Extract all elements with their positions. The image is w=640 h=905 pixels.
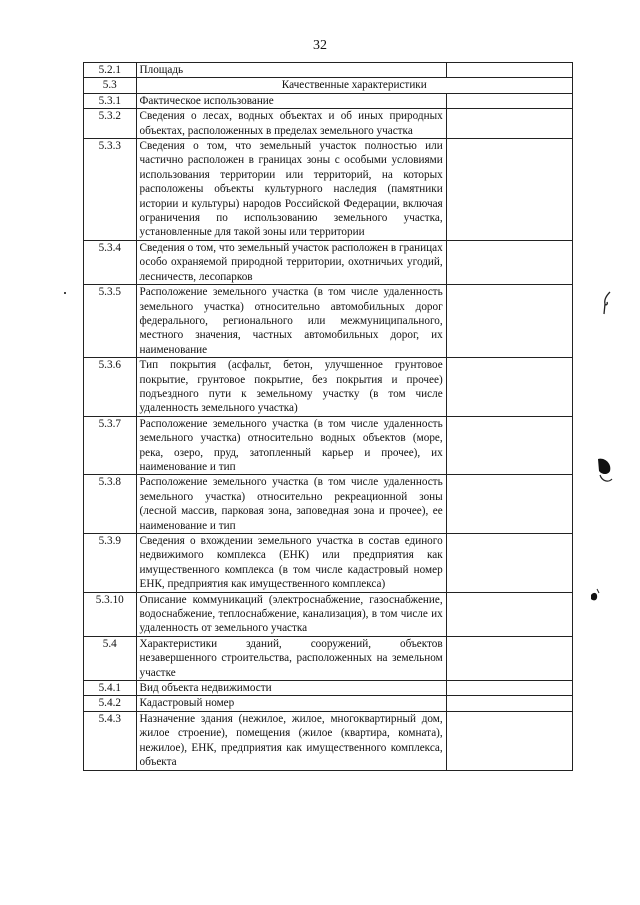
pen-mark-icon: [600, 290, 614, 316]
ink-blot-icon: [588, 585, 604, 607]
row-description: Описание коммуникаций (электроснабжение, газоснабжение, водоснабжение, теплоснабжение, канализация), в том числе их удаленность от земельного участка: [136, 592, 446, 636]
row-value-cell: [446, 711, 572, 770]
table-row: [84, 358, 573, 417]
row-value-cell: [446, 696, 572, 711]
row-value-cell: [446, 93, 572, 108]
table-row: [84, 93, 573, 108]
row-value-cell: [446, 475, 572, 534]
row-value-cell: [446, 358, 572, 417]
table-row: [84, 285, 573, 358]
table-row: [84, 240, 573, 284]
row-description: Сведения о вхождении земельного участка в состав единого недвижимого комплекса (ЕНК) или предприятия как имущественного комплекса (в том числе кадастровый номер ЕНК, предприятия как имущественного комплекса): [136, 534, 446, 593]
row-number: 5.3: [84, 78, 137, 93]
row-description: Тип покрытия (асфальт, бетон, улучшенное грунтовое покрытие, грунтовое покрытие, без покрытия и прочее) подъездного пути к земельному участку (в том числе удаленность земельного участка): [136, 358, 446, 417]
table-row: [84, 63, 573, 78]
row-number: 5.4.2: [84, 696, 137, 711]
table-row: [84, 416, 573, 475]
row-description: Сведения о лесах, водных объектах и об иных природных объектах, расположенных в пределах земельного участка: [136, 109, 446, 139]
row-value-cell: [446, 240, 572, 284]
table-section-row: [84, 78, 573, 93]
characteristics-table: [83, 62, 573, 771]
row-description: Кадастровый номер: [136, 696, 446, 711]
row-number: 5.3.6: [84, 358, 137, 417]
row-number: 5.3.8: [84, 475, 137, 534]
table-row: [84, 109, 573, 139]
row-number: 5.4: [84, 636, 137, 680]
row-description: Сведения о том, что земельный участок полностью или частично расположен в границах зоны с особыми условиями использования территории или территорий, на которых расположены объекты культурного наследия (памятники истории и культуры) народов Российской Федерации, включая ограничения по использованию земельного участка, установленные для такой зоны или территории: [136, 139, 446, 241]
row-description: Площадь: [136, 63, 446, 78]
row-value-cell: [446, 63, 572, 78]
table-row: [84, 681, 573, 696]
section-heading: Качественные характеристики: [136, 78, 572, 93]
table-row: [84, 475, 573, 534]
row-value-cell: [446, 636, 572, 680]
table-row: [84, 592, 573, 636]
row-description: Вид объекта недвижимости: [136, 681, 446, 696]
row-number: 5.3.3: [84, 139, 137, 241]
row-number: 5.3.1: [84, 93, 137, 108]
row-value-cell: [446, 681, 572, 696]
row-number: 5.4.1: [84, 681, 137, 696]
row-description: Расположение земельного участка (в том числе удаленность земельного участка) относительно рекреационной зоны (лесной массив, парковая зона, заповедная зона и прочее), ее наименование и тип: [136, 475, 446, 534]
row-description: Сведения о том, что земельный участок расположен в границах особо охраняемой природной территории, охотничьих угодий, лесничеств, лесопарков: [136, 240, 446, 284]
row-description: Расположение земельного участка (в том числе удаленность земельного участка) относительно автомобильных дорог федерального, регионального или межмуниципального, местного значения, частных автомобильных дорог, их наименование: [136, 285, 446, 358]
row-value-cell: [446, 592, 572, 636]
row-number: 5.2.1: [84, 63, 137, 78]
row-number: 5.3.9: [84, 534, 137, 593]
table-row: [84, 534, 573, 593]
row-number: 5.3.7: [84, 416, 137, 475]
ink-blot-icon: [594, 455, 616, 485]
row-value-cell: [446, 285, 572, 358]
row-value-cell: [446, 139, 572, 241]
row-number: 5.3.10: [84, 592, 137, 636]
row-number: 5.3.2: [84, 109, 137, 139]
table-row: [84, 636, 573, 680]
table-row: [84, 696, 573, 711]
row-value-cell: [446, 534, 572, 593]
row-description: Характеристики зданий, сооружений, объектов незавершенного строительства, расположенных на земельном участке: [136, 636, 446, 680]
table-row: [84, 139, 573, 241]
page-number: 32: [313, 38, 327, 53]
row-description: Фактическое использование: [136, 93, 446, 108]
row-number: 5.4.3: [84, 711, 137, 770]
row-description: Расположение земельного участка (в том числе удаленность земельного участка) относительно водных объектов (море, река, озеро, пруд, затопленный карьер и прочее), их наименование и тип: [136, 416, 446, 475]
row-value-cell: [446, 416, 572, 475]
row-number: 5.3.4: [84, 240, 137, 284]
row-value-cell: [446, 109, 572, 139]
table-row: [84, 711, 573, 770]
row-description: Назначение здания (нежилое, жилое, многоквартирный дом, жилое строение), помещения (жилое (квартира, комната), нежилое), ЕНК, предприятия как имущественного комплекса, объекта: [136, 711, 446, 770]
scan-speck: [64, 292, 66, 294]
row-number: 5.3.5: [84, 285, 137, 358]
